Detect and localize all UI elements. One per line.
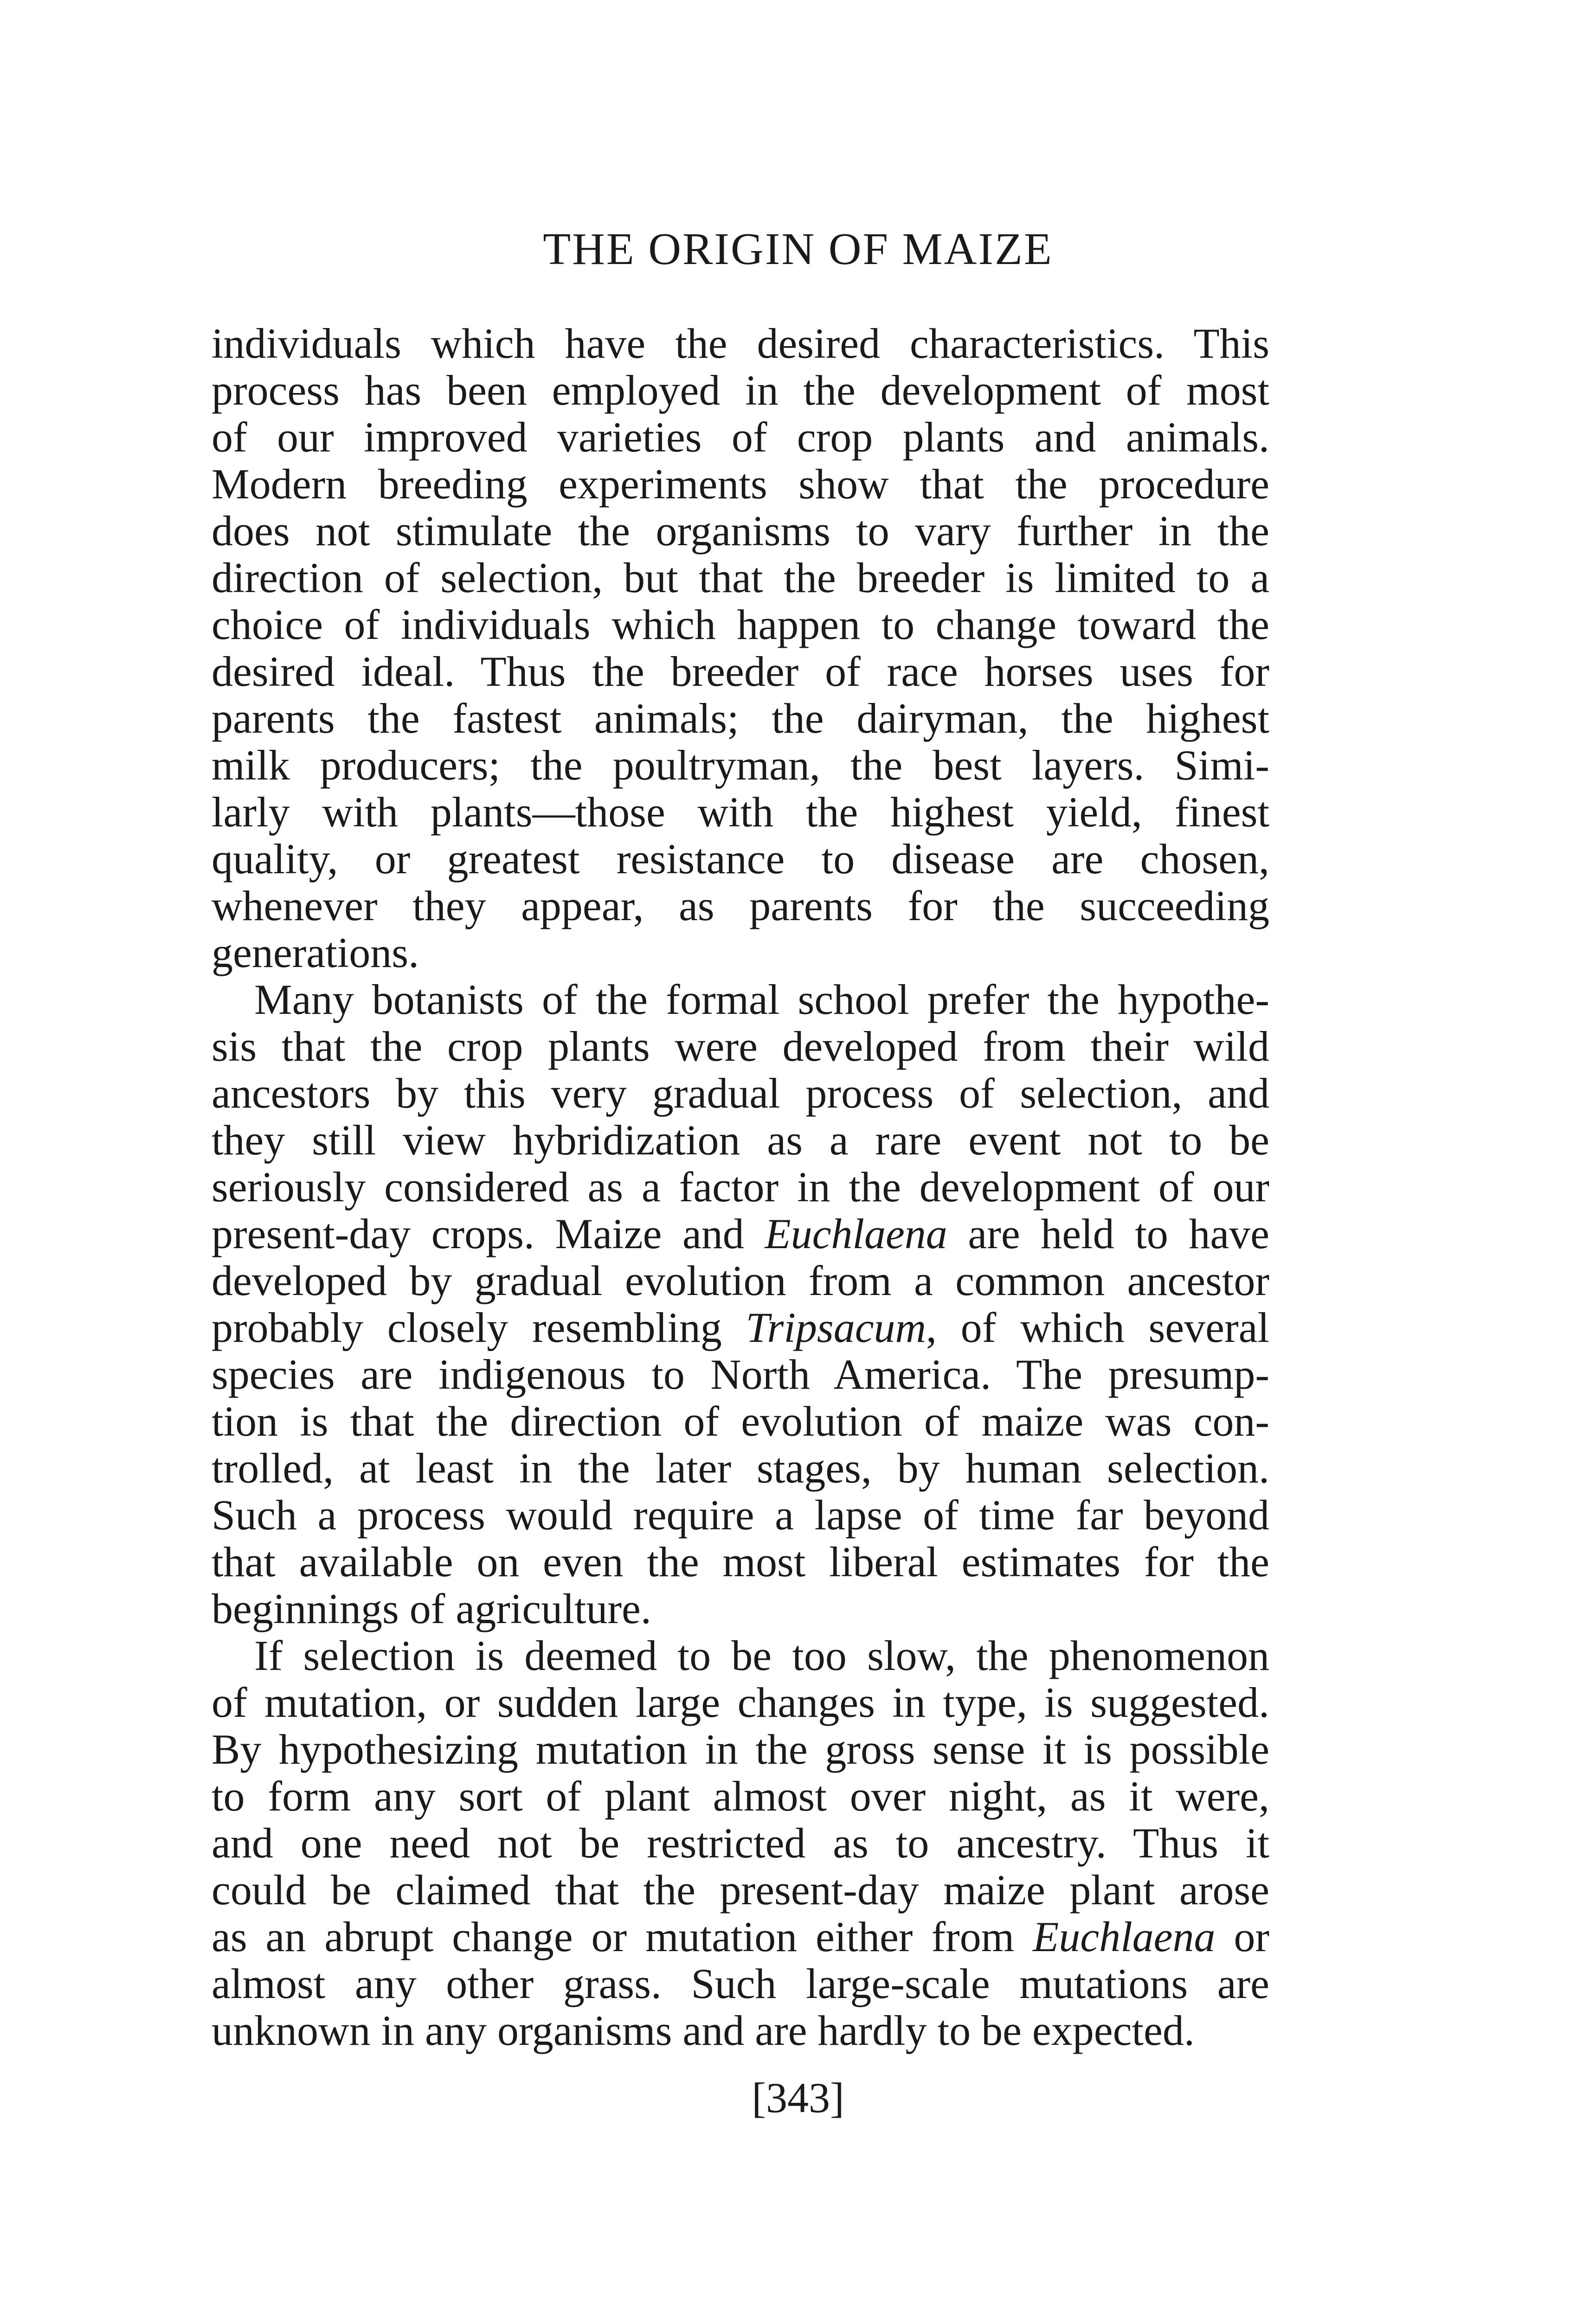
text-line: present-day crops. Maize and Euchlaena are held to have (212, 1210, 1269, 1257)
text-line: choice of individuals which happen to change toward the (212, 601, 1269, 648)
text-line: almost any other grass. Such large-scale mutations are (212, 1960, 1269, 2007)
text-line: sis that the crop plants were developed from their wild (212, 1023, 1269, 1070)
running-head: THE ORIGIN OF MAIZE (543, 224, 1053, 274)
text-line: quality, or greatest resistance to disease are chosen, (212, 835, 1269, 883)
text-line: Many botanists of the formal school prefer the hypothe- (254, 976, 1269, 1023)
italic-taxon: Euchlaena (1033, 1913, 1216, 1960)
text-line: parents the fastest animals; the dairyman, the highest (212, 695, 1269, 742)
text-line: of our improved varieties of crop plants and animals. (212, 413, 1269, 461)
text-line: Such a process would require a lapse of time far beyond (212, 1491, 1269, 1539)
text-line: as an abrupt change or mutation either from Euchlaena or (212, 1913, 1270, 1960)
text-line: direction of selection, but that the breeder is limited to a (212, 554, 1269, 601)
text-line: unknown in any organisms and are hardly to be expected. (212, 2007, 1195, 2054)
paragraph (212, 976, 1269, 1632)
text-line: individuals which have the desired characteristics. This (212, 320, 1269, 367)
paragraph (212, 1632, 1269, 2054)
text-line: species are indigenous to North America. The presump- (212, 1351, 1269, 1398)
italic-taxon: Tripsacum (746, 1304, 926, 1351)
italic-taxon: Euchlaena (765, 1210, 947, 1257)
text-line: generations. (212, 929, 419, 976)
text-line: developed by gradual evolution from a common ancestor (212, 1257, 1269, 1304)
text-line: seriously considered as a factor in the development of our (212, 1163, 1269, 1211)
text-line: Modern breeding experiments show that the procedure (212, 460, 1269, 508)
text-line: tion is that the direction of evolution of maize was con- (212, 1398, 1269, 1445)
text-line: ancestors by this very gradual process of selection, and (212, 1070, 1269, 1117)
text-line: they still view hybridization as a rare event not to be (212, 1116, 1269, 1164)
text-line: of mutation, or sudden large changes in type, is suggested. (212, 1679, 1269, 1726)
text-line: beginnings of agriculture. (212, 1585, 651, 1632)
text-line: could be claimed that the present-day maize plant arose (212, 1866, 1269, 1914)
text-line: milk producers; the poultryman, the best layers. Simi- (212, 741, 1269, 789)
text-line: probably closely resembling Tripsacum, of which several (212, 1304, 1269, 1351)
text-line: and one need not be restricted as to ancestry. Thus it (212, 1819, 1269, 1867)
text-line: to form any sort of plant almost over night, as it were, (212, 1772, 1269, 1820)
paragraph (212, 320, 1269, 976)
body-text (212, 320, 1269, 2054)
text-line: By hypothesizing mutation in the gross sense it is possible (212, 1726, 1269, 1773)
text-line: process has been employed in the development of most (212, 367, 1269, 414)
text-line: does not stimulate the organisms to vary further in the (212, 507, 1269, 554)
text-line: If selection is deemed to be too slow, the phenomenon (254, 1632, 1269, 1679)
text-line: trolled, at least in the later stages, by human selection. (212, 1444, 1269, 1492)
page-number: [343] (752, 2074, 844, 2121)
text-line: that available on even the most liberal estimates for the (212, 1538, 1269, 1585)
text-line: desired ideal. Thus the breeder of race horses uses for (212, 648, 1269, 695)
text-line: larly with plants—those with the highest yield, finest (212, 788, 1269, 836)
text-line: whenever they appear, as parents for the succeeding (212, 882, 1269, 929)
